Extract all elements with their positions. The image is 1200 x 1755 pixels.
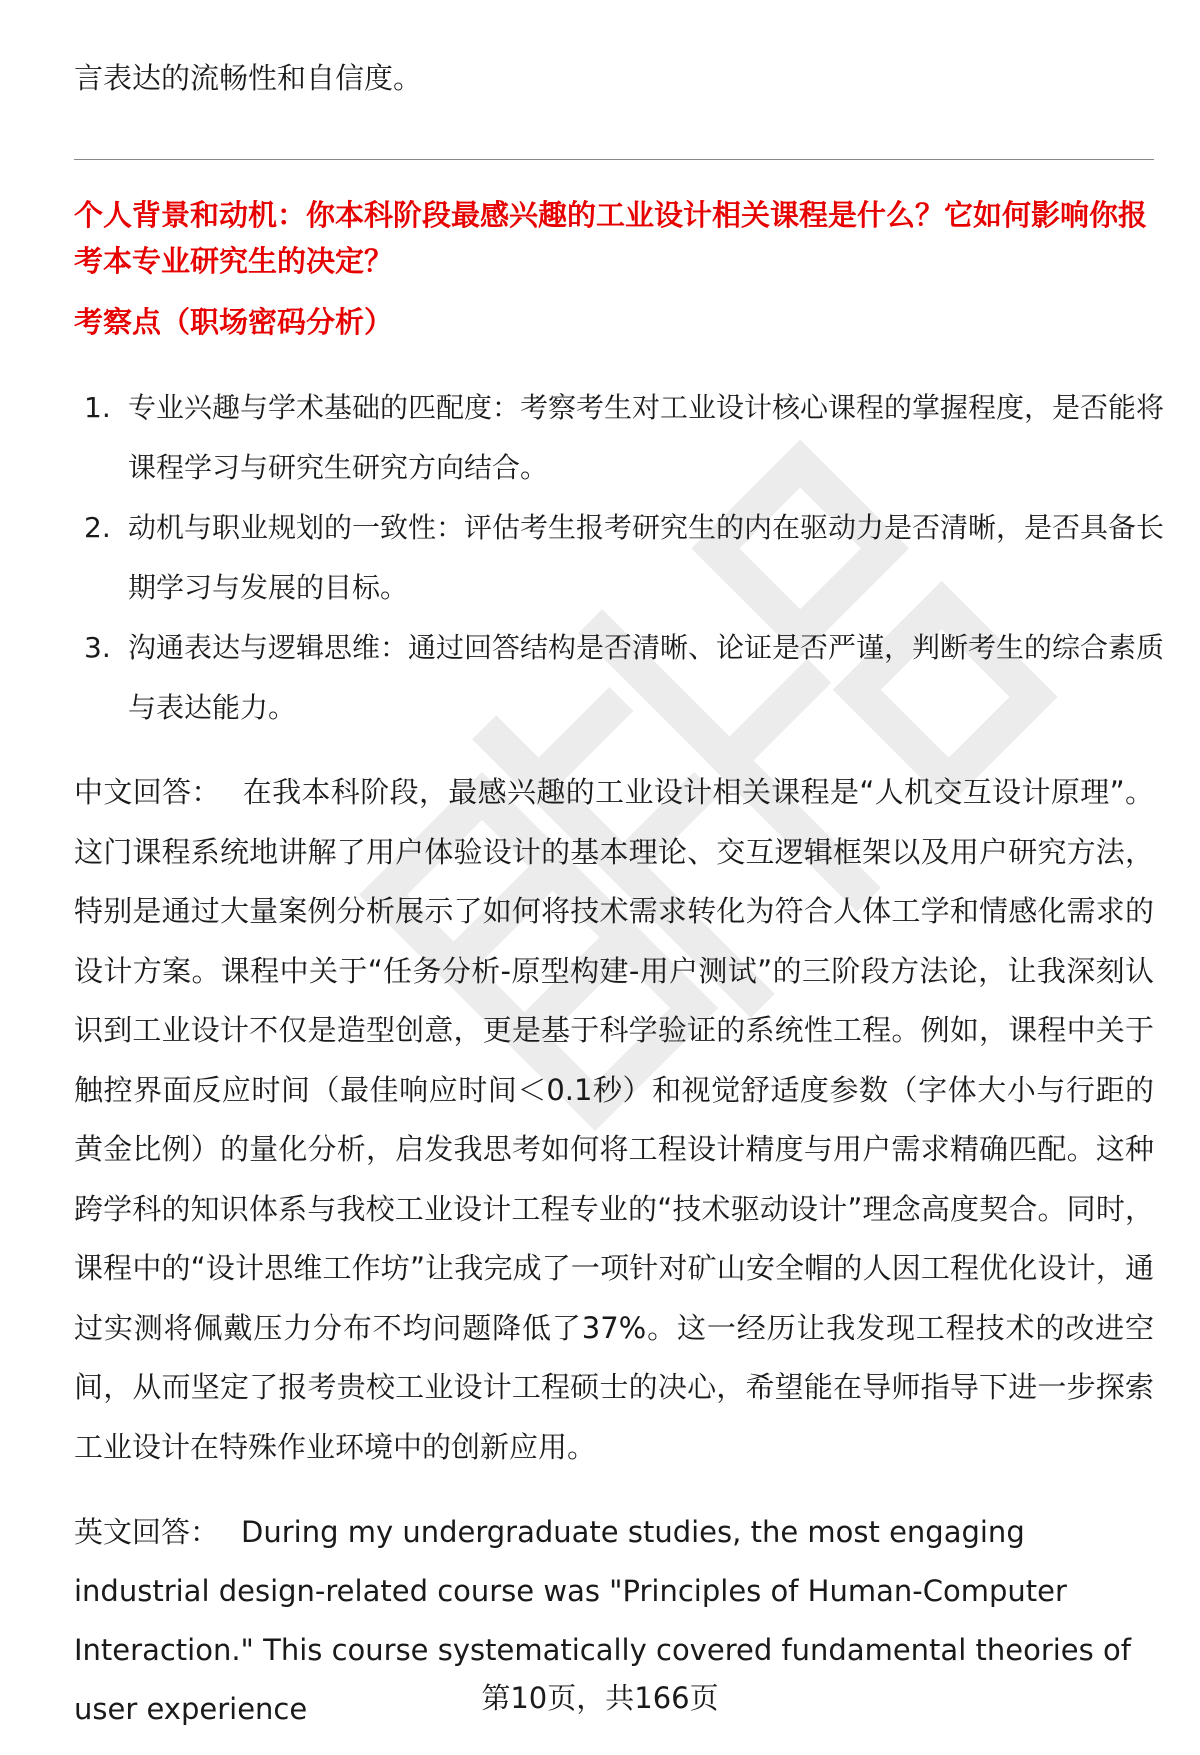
chinese-answer-label: 中文回答： [74,775,221,809]
list-item [74,618,1164,738]
chinese-answer [74,763,1154,1477]
section-divider [74,159,1154,160]
assessment-points-title: 考察点（职场密码分析） [74,305,394,339]
list-number: 2. [84,511,111,544]
continuation-text: 言表达的流畅性和自信度。 [74,61,423,95]
english-answer-text: During my undergraduate studies, the most engaging industrial design-related course was "Principles of Human-Computer Interaction." This course systematically covered fundamental theories of user experience [74,1515,1131,1726]
list-item-text: 沟通表达与逻辑思维：通过回答结构是否清晰、论证是否严谨，判断考生的综合素质与表达能力。 [128,631,1165,724]
chinese-answer-text: 在我本科阶段，最感兴趣的工业设计相关课程是“人机交互设计原理”。这门课程系统地讲解了用户体验设计的基本理论、交互逻辑框架以及用户研究方法，特别是通过大量案例分析展示了如何将技术需求转化为符合人体工学和情感化需求的设计方案。课程中关于“任务分析-原型构建-用户测试”的三阶段方法论，让我深刻认识到工业设计不仅是造型创意，更是基于科学验证的系统性工程。例如，课程中关于触控界面反应时间（最佳响应时间＜0.1秒）和视觉舒适度参数（字体大小与行距的黄金比例）的量化分析，启发我思考如何将工程设计精度与用户需求精确匹配。这种跨学科的知识体系与我校工业设计工程专业的“技术驱动设计”理念高度契合。同时，课程中的“设计思维工作坊”让我完成了一项针对矿山安全帽的人因工程优化设计，通过实测将佩戴压力分布不均问题降低了37%。这一经历让我发现工程技术的改进空间，从而坚定了报考贵校工业设计工程硕士的决心，希望能在导师指导下进一步探索工业设计在特殊作业环境中的创新应用。 [74,775,1154,1464]
list-item [74,498,1164,618]
english-answer-label: 英文回答： [74,1515,220,1549]
list-item [74,378,1164,498]
page-number: 第10页，共166页 [481,1681,719,1715]
list-item-text: 动机与职业规划的一致性：评估考生报考研究生的内在驱动力是否清晰，是否具备长期学习与发展的目标。 [128,511,1165,604]
list-item-text: 专业兴趣与学术基础的匹配度：考察考生对工业设计核心课程的掌握程度，是否能将课程学习与研究生研究方向结合。 [128,391,1165,484]
interview-question: 个人背景和动机：你本科阶段最感兴趣的工业设计相关课程是什么？它如何影响你报考本专业研究生的决定？ [74,198,1148,278]
list-number: 1. [84,391,111,424]
assessment-points-list [74,378,1164,738]
list-number: 3. [84,631,111,664]
